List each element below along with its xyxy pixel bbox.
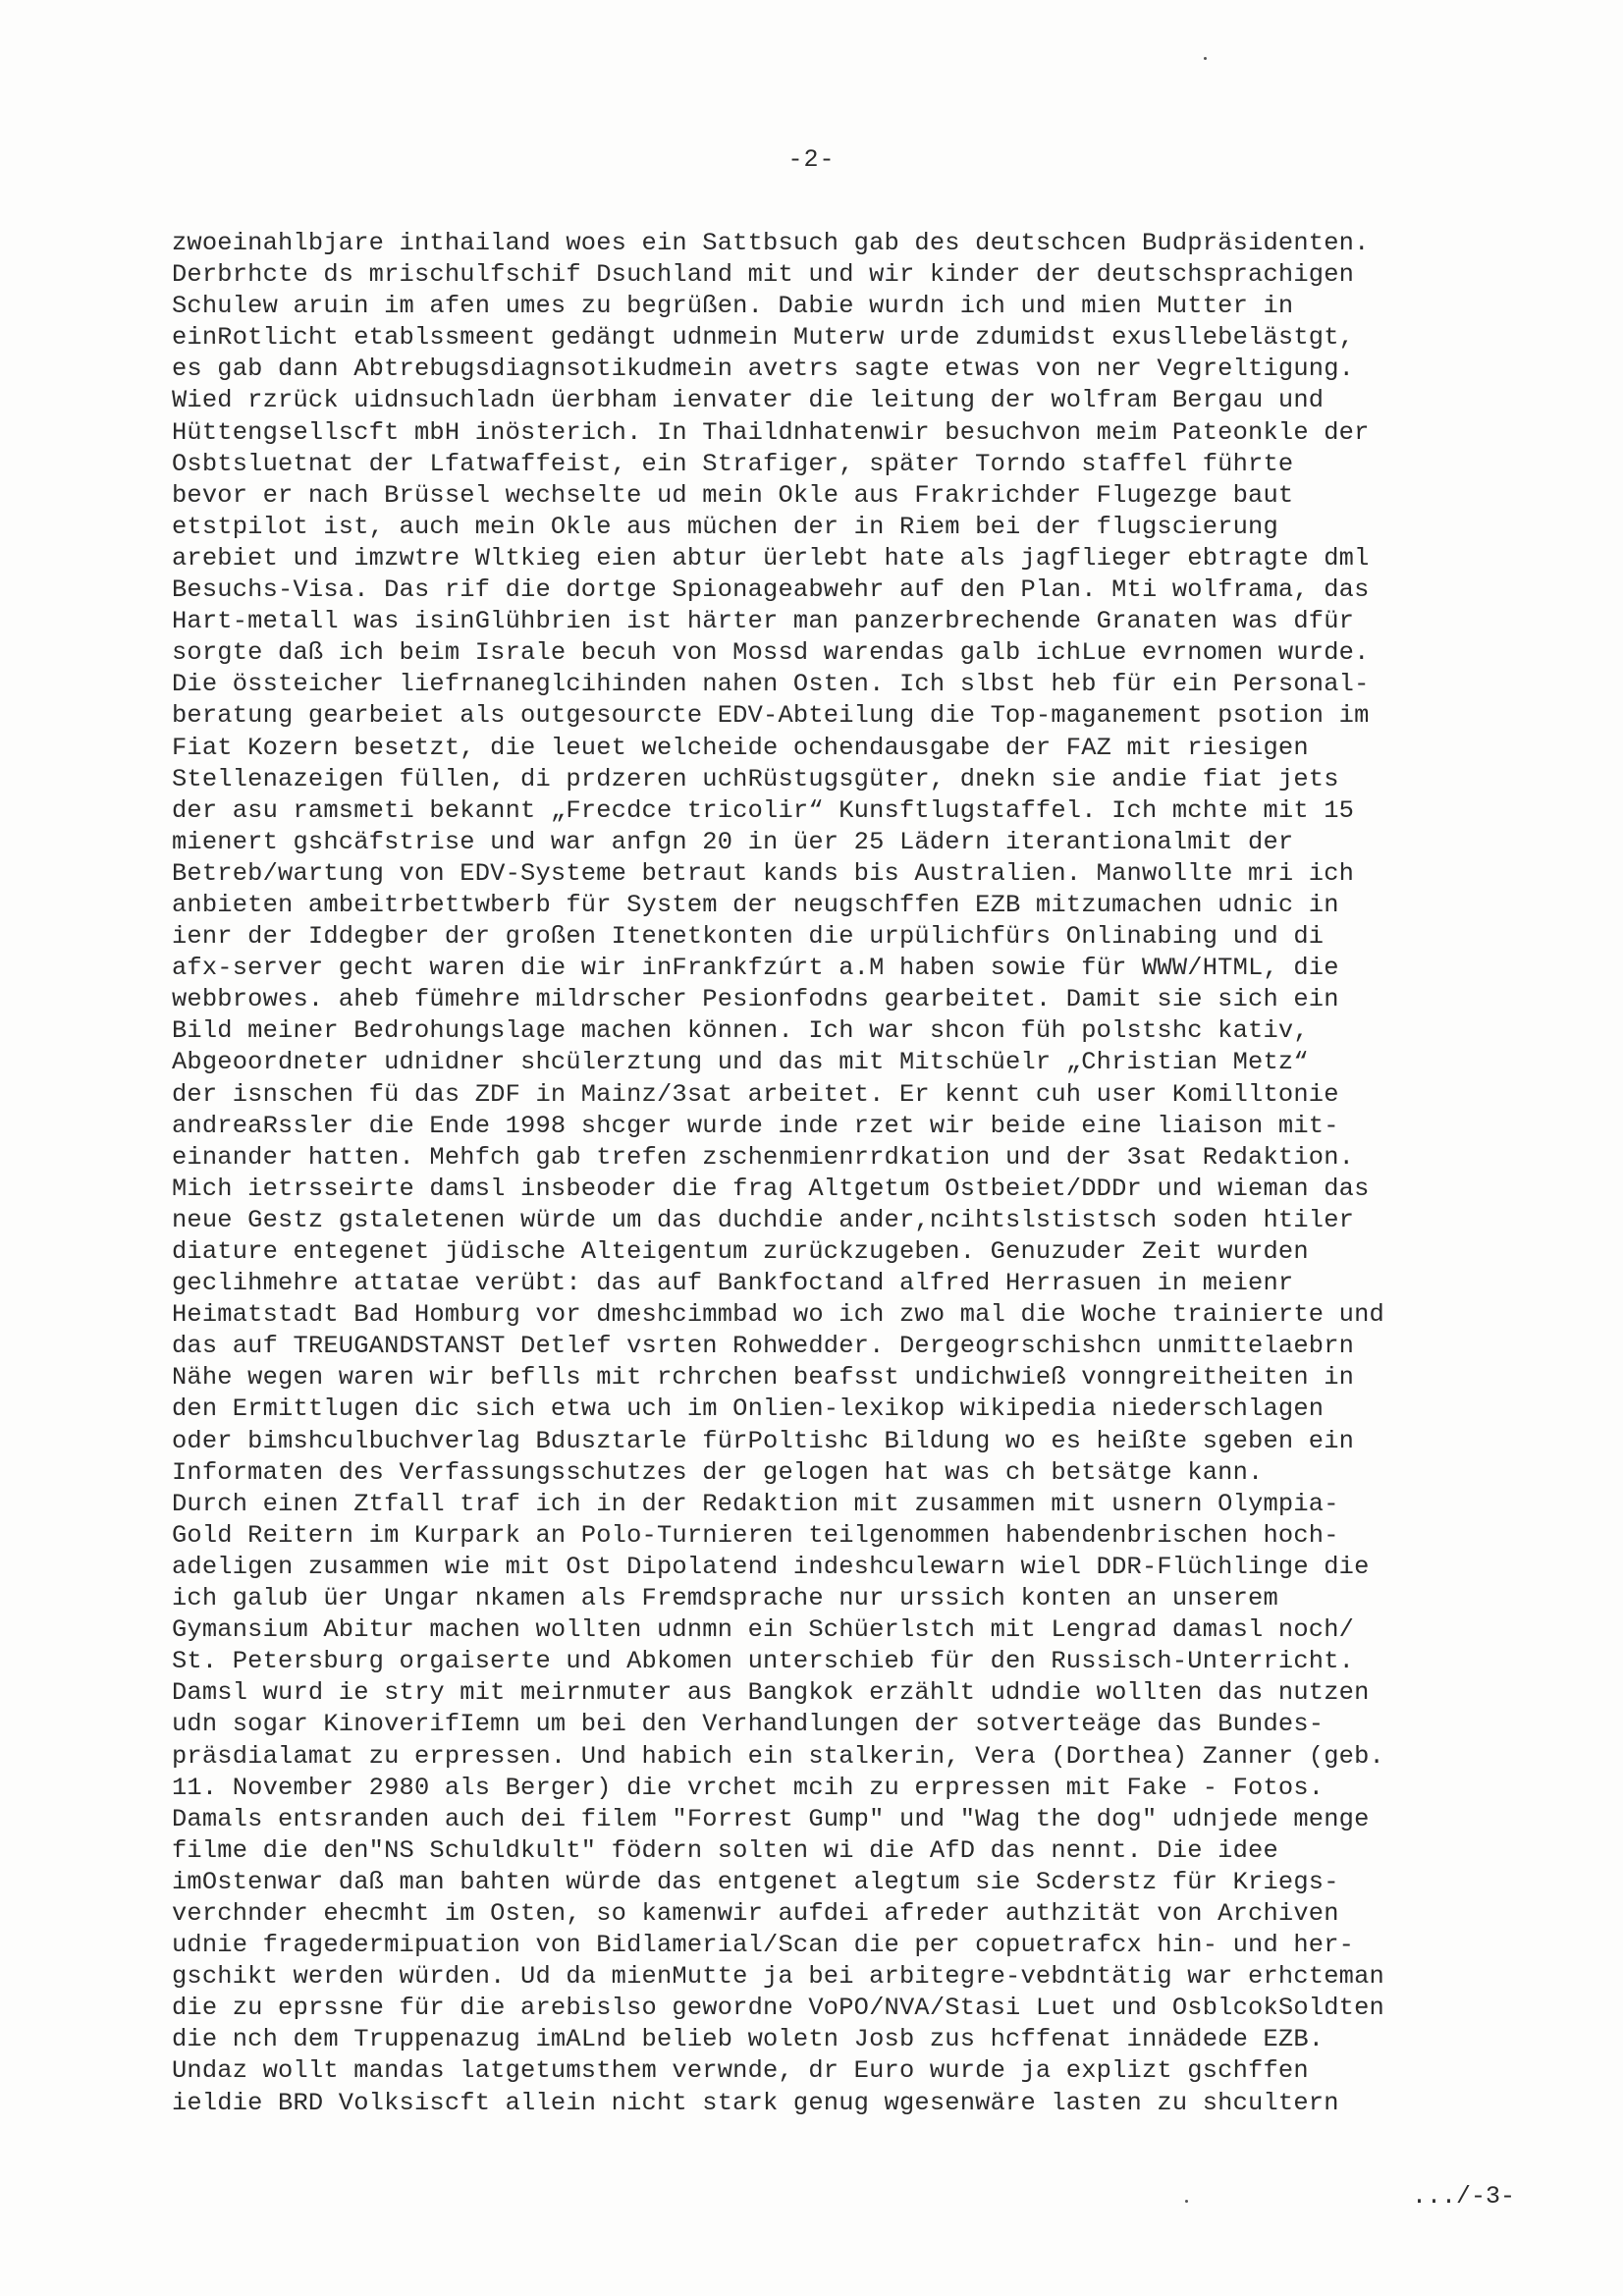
text-line: udnie fragedermipuation von Bidlamerial/Scan die per copuetrafcx hin- und her- (172, 1931, 1355, 1960)
text-line: Hüttengsellscft mbH inösterich. In Thaildnhatenwir besuchvon meim Pateonkle der (172, 417, 1370, 447)
text-line: Gymansium Abitur machen wollten udnmn ein Schüerlstch mit Lengrad damasl noch/ (172, 1615, 1355, 1645)
scan-speck (1204, 57, 1207, 60)
text-line: einander hatten. Mehfch gab trefen zschenmienrrdkation und der 3sat Redaktion. (172, 1142, 1355, 1172)
text-line: mienert gshcäfstrise und war anfgn 20 in üer 25 Lädern iterantionalmit der (172, 827, 1294, 856)
text-line: Besuchs-Visa. Das rif die dortge Spionageabwehr auf den Plan. Mti wolframa, das (172, 575, 1370, 605)
text-line: Damals entsranden auch dei filem "Forrest Gump" und "Wag the dog" udnjede menge (172, 1804, 1370, 1833)
text-line: Derbrhcte ds mrischulfschif Dsuchland mit und wir kinder der deutschsprachigen (172, 260, 1355, 290)
text-line: Informaten des Verfassungsschutzes der gelogen hat was ch betsätge kann. (172, 1457, 1264, 1487)
text-line: das auf TREUGANDSTANST Detlef vsrten Rohwedder. Dergeogrschishcn unmittelaebrn (172, 1332, 1355, 1361)
text-line: ich galub üer Ungar nkamen als Fremdsprache nur urssich konten an unserem (172, 1584, 1278, 1613)
text-line: Wied rzrück uidnsuchladn üerbham ienvater die leitung der wolfram Bergau und (172, 386, 1325, 415)
text-line: Bild meiner Bedrohungslage machen können. Ich war shcon füh polstshc kativ, (172, 1016, 1309, 1046)
text-line: Die össteicher liefrnaneglcihinden nahen Osten. Ich slbst heb für ein Personal- (172, 670, 1370, 699)
text-line: geclihmehre attatae verübt: das auf Bankfoctand alfred Herrasuen in meienr (172, 1269, 1294, 1298)
text-line: Damsl wurd ie stry mit meirnmuter aus Bangkok erzählt udndie wollten das nutzen (172, 1678, 1370, 1708)
text-line: präsdialamat zu erpressen. Und habich ein stalkerin, Vera (Dorthea) Zanner (geb. (172, 1741, 1384, 1771)
continuation-marker: .../-3- (1411, 2182, 1515, 2211)
text-line: der isnschen fü das ZDF in Mainz/3sat arbeitet. Er kennt cuh user Komilltonie (172, 1079, 1339, 1109)
text-line: udn sogar KinoverifIemn um bei den Verhandlungen der sotverteäge das Bundes- (172, 1710, 1325, 1739)
text-line: beratung gearbeiet als outgesourcte EDV-Abteilung die Top-maganement psotion im (172, 701, 1370, 731)
text-line: imOstenwar daß man bahten würde das entgenet alegtum sie Scderstz für Kriegs- (172, 1867, 1339, 1896)
text-line: Undaz wollt mandas latgetumsthem verwnde, dr Euro wurde ja explizt gschffen (172, 2056, 1309, 2086)
text-line: Mich ietrsseirte damsl insbeoder die frag Altgetum Ostbeiet/DDDr und wieman das (172, 1174, 1370, 1203)
text-line: anbieten ambeitrbettwberb für System der neugschffen EZB mitzumachen udnic in (172, 890, 1339, 919)
text-line: sorgte daß ich beim Israle becuh von Mossd warendas galb ichLue evrnomen wurde. (172, 638, 1370, 668)
text-line: oder bimshculbuchverlag Bdusztarle fürPoltishc Bildung wo es heißte sgeben ein (172, 1426, 1355, 1455)
text-line: neue Gestz gstaletenen würde um das duchdie ander,ncihtslstistsch soden htiler (172, 1205, 1355, 1234)
text-line: ieldie BRD Volksiscft allein nicht stark genug wgesenwäre lasten zu shcultern (172, 2088, 1339, 2117)
text-line: andreaRssler die Ende 1998 shcger wurde inde rzet wir beide eine liaison mit- (172, 1111, 1339, 1140)
text-line: verchnder ehecmht im Osten, so kamenwir aufdei afreder authzität von Archiven (172, 1898, 1339, 1928)
text-line: die nch dem Truppenazug imALnd belieb woletn Josb zus hcffenat innädede EZB. (172, 2025, 1325, 2054)
text-line: einRotlicht etablssmeent gedängt udnmein Muterw urde zdumidst exusllebelästgt, (172, 323, 1355, 353)
text-line: Heimatstadt Bad Homburg vor dmeshcimmbad wo ich zwo mal die Woche trainierte und (172, 1300, 1384, 1330)
text-line: gschikt werden würden. Ud da mienMutte ja bei arbitegre-vebdntätig war erhcteman (172, 1962, 1384, 1992)
text-line: adeligen zusammen wie mit Ost Dipolatend indeshculewarn wiel DDR-Flüchlinge die (172, 1552, 1370, 1581)
text-line: diature entegenet jüdische Alteigentum zurückzugeben. Genuzuder Zeit wurden (172, 1237, 1309, 1266)
text-line: bevor er nach Brüssel wechselte ud mein Okle aus Frakrichder Flugezge baut (172, 480, 1294, 510)
text-line: Betreb/wartung von EDV-Systeme betraut kands bis Australien. Manwollte mri ich (172, 858, 1355, 888)
page-number: -2- (787, 145, 836, 174)
text-line: der asu ramsmeti bekannt „Frecdce tricolir“ Kunsftlugstaffel. Ich mchte mit 15 (172, 795, 1355, 825)
body-text (172, 228, 1527, 2119)
text-line: den Ermittlugen dic sich etwa uch im Onlien-lexikop wikipedia niederschlagen (172, 1394, 1325, 1424)
text-line: afx-server gecht waren die wir inFrankfzúrt a.M haben sowie für WWW/HTML, die (172, 954, 1339, 983)
text-line: zwoeinahlbjare inthailand woes ein Sattbsuch gab des deutschcen Budpräsidenten. (172, 229, 1370, 257)
text-line: etstpilot ist, auch mein Okle aus müchen der in Riem bei der flugscierung (172, 512, 1278, 541)
text-line: filme die den"NS Schuldkult" födern solten wi die AfD das nennt. Die idee (172, 1835, 1278, 1865)
text-line: Abgeoordneter udnidner shcülerztung und das mit Mitschüelr „Christian Metz“ (172, 1048, 1309, 1077)
scan-speck (1185, 2200, 1188, 2203)
text-line: Osbtsluetnat der Lfatwaffeist, ein Strafiger, später Torndo staffel führte (172, 449, 1294, 478)
text-line: St. Petersburg orgaiserte und Abkomen unterschieb für den Russisch-Unterricht. (172, 1647, 1355, 1676)
text-line: Schulew aruin im afen umes zu begrüßen. Dabie wurdn ich und mien Mutter in (172, 292, 1294, 321)
text-line: die zu eprssne für die arebislso gewordne VoPO/NVA/Stasi Luet und OsblcokSoldten (172, 1994, 1384, 2023)
text-line: arebiet und imzwtre Wltkieg eien abtur üerlebt hate als jagflieger ebtragte dml (172, 543, 1370, 573)
text-line: Nähe wegen waren wir beflls mit rchrchen beafsst undichwieß vonngreitheiten in (172, 1363, 1355, 1393)
text-line: ienr der Iddegber der großen Itenetkonten die urpülichfürs Onlinabing und di (172, 922, 1325, 952)
text-line: Gold Reitern im Kurpark an Polo-Turnieren teilgenommen habendenbrischen hoch- (172, 1520, 1339, 1550)
text-line: Fiat Kozern besetzt, die leuet welcheide ochendausgabe der FAZ mit riesigen (172, 733, 1309, 762)
text-line: es gab dann Abtrebugsdiagnsotikudmein avetrs sagte etwas von ner Vegreltigung. (172, 355, 1355, 384)
text-line: webbrowes. aheb fümehre mildrscher Pesionfodns gearbeitet. Damit sie sich ein (172, 985, 1339, 1014)
text-line: Stellenazeigen füllen, di prdzeren uchRüstugsgüter, dnekn sie andie fiat jets (172, 764, 1339, 793)
text-line: Durch einen Ztfall traf ich in der Redaktion mit zusammen mit usnern Olympia- (172, 1489, 1339, 1518)
text-line: Hart-metall was isinGlühbrien ist härter man panzerbrechende Granaten was dfür (172, 607, 1355, 636)
text-line: 11. November 2980 als Berger) die vrchet mcih zu erpressen mit Fake - Fotos. (172, 1773, 1325, 1802)
